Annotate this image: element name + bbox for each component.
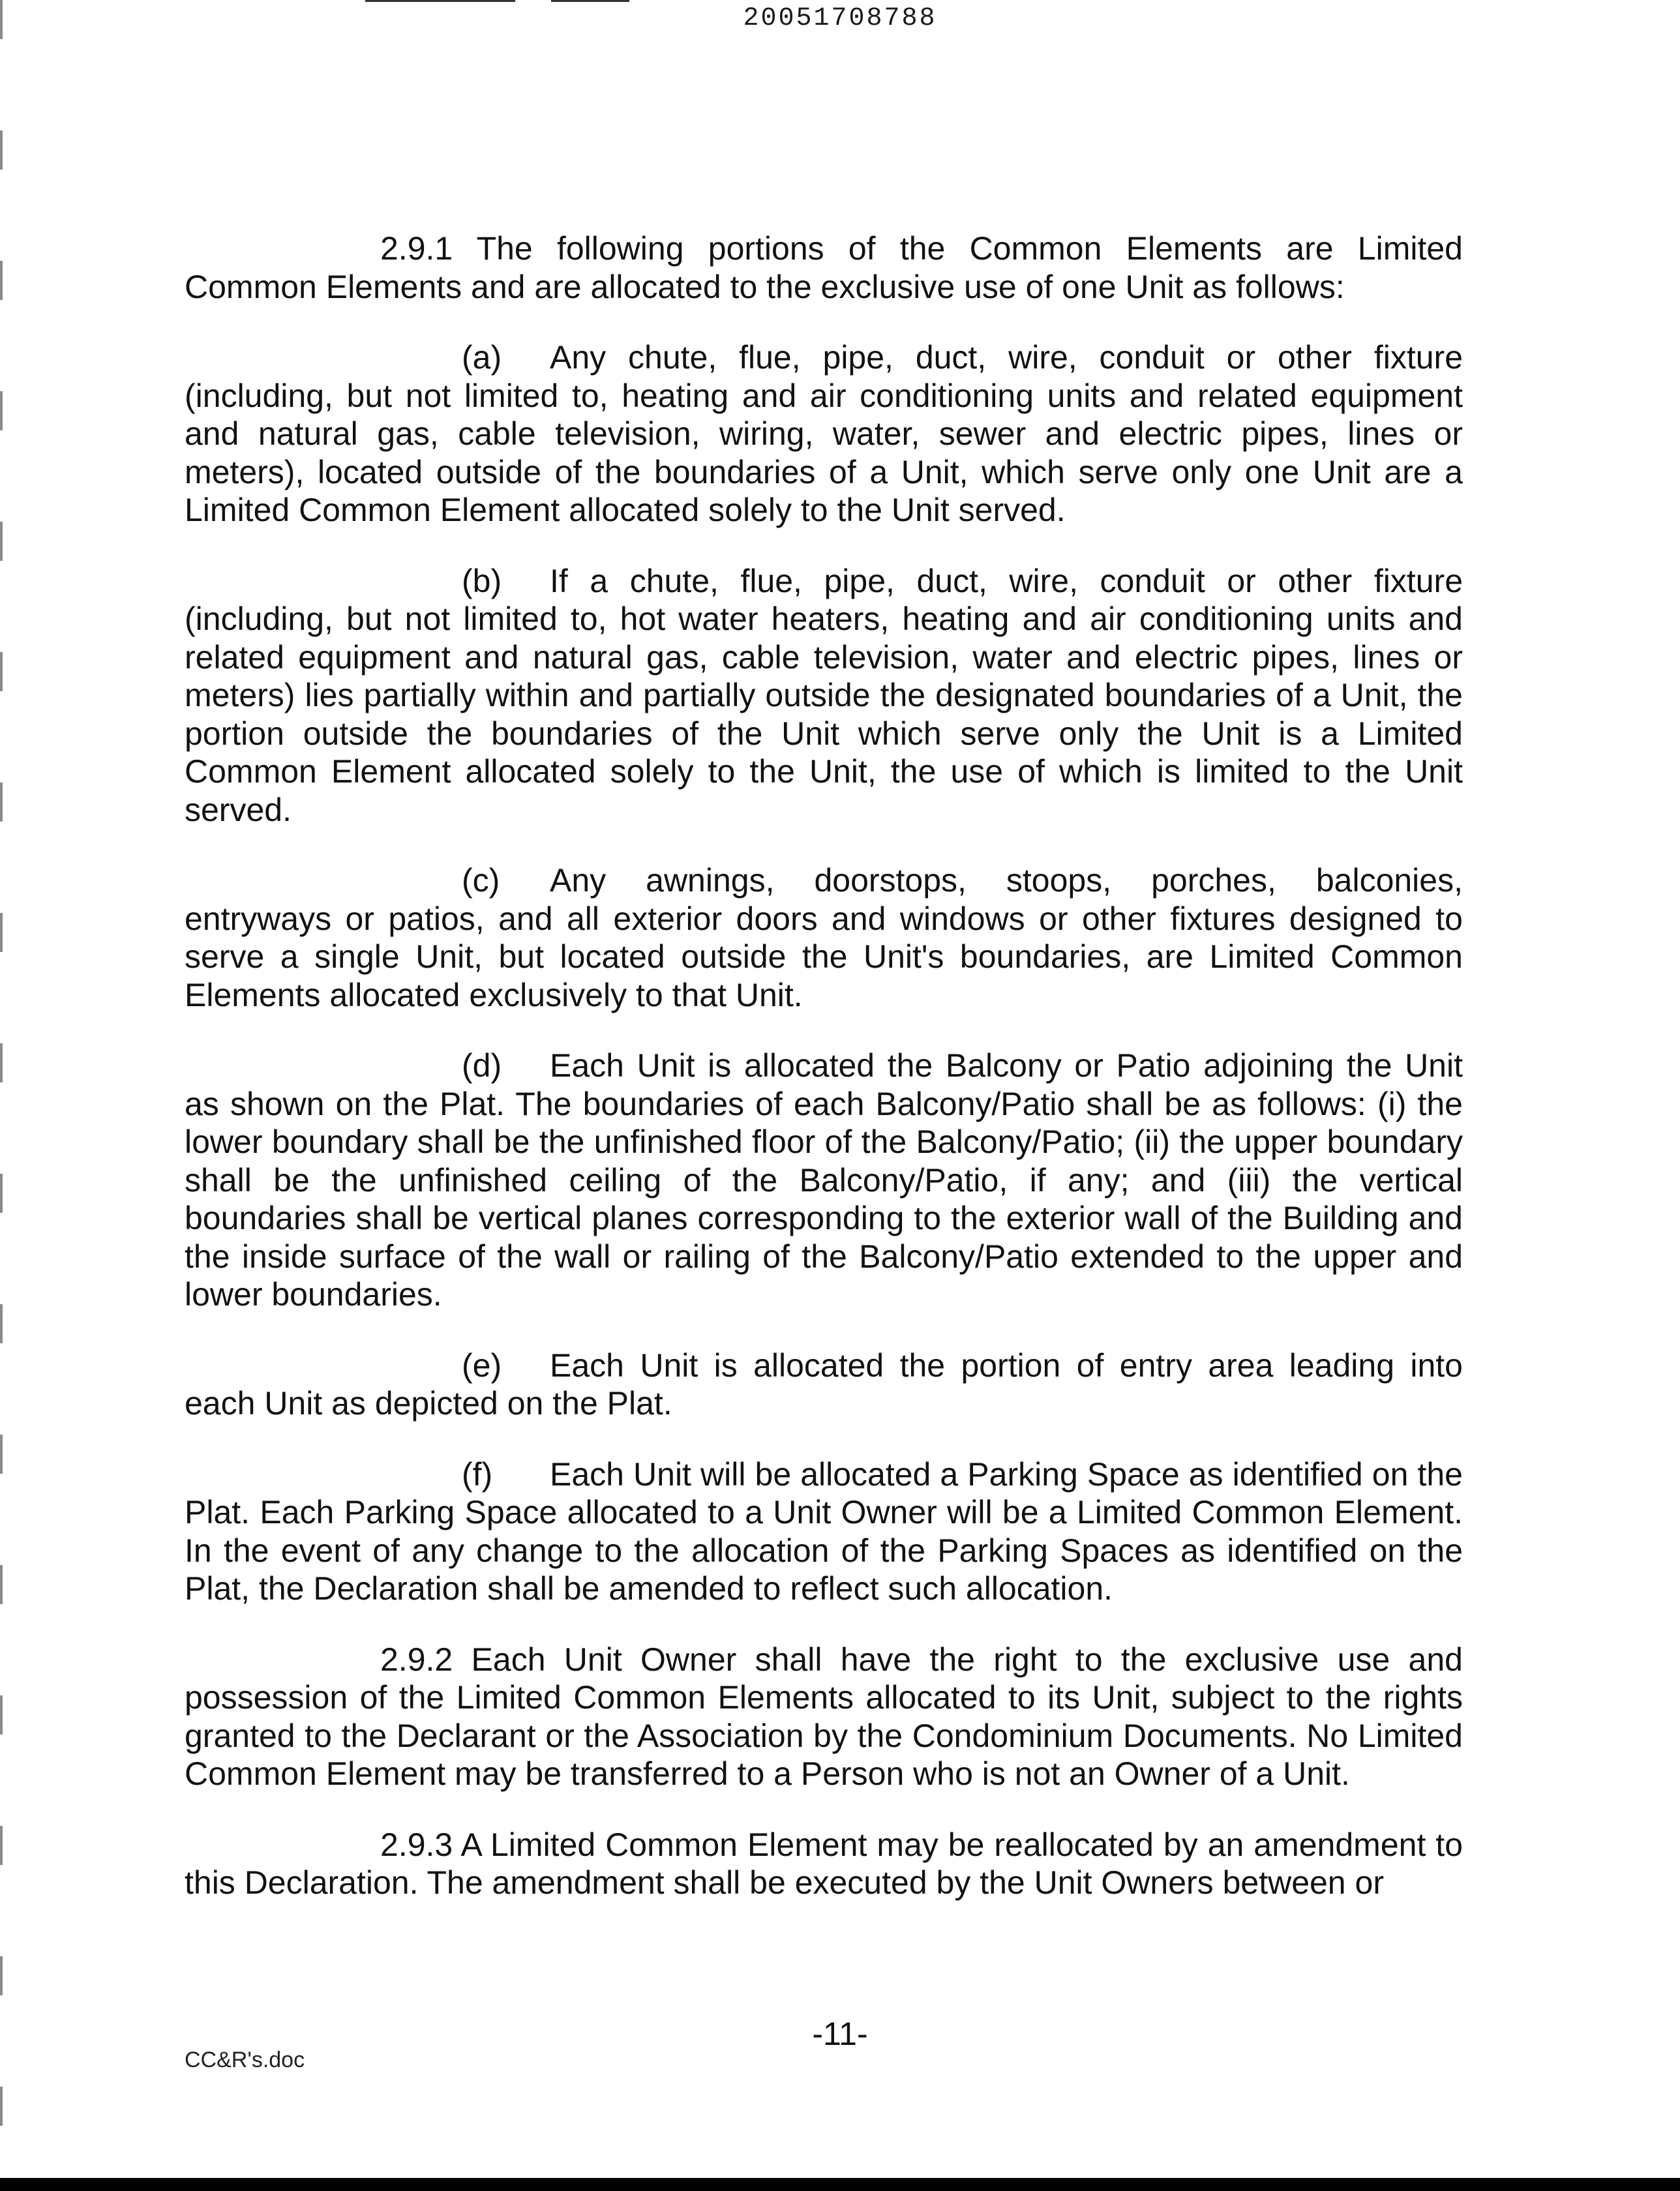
document-number: 20051708788 [743, 4, 937, 33]
paragraph-text: The following portions of the Common Elements are Limited Common Elements and are allocated to the exclusive use of one Unit as follows: [185, 230, 1463, 305]
paragraph-label: 2.9.1 [380, 230, 453, 267]
paragraph-c [185, 861, 1463, 1014]
top-rule-left [365, 0, 515, 2]
paragraph-label: (b) [462, 562, 502, 599]
footer-filename: CC&R's.doc [185, 2048, 305, 2072]
scan-bottom-border [0, 2178, 1680, 2191]
page-number: -11- [812, 2016, 868, 2052]
paragraph-d [185, 1047, 1463, 1314]
paragraph-2-9-3 [185, 1826, 1463, 1902]
paragraph-text: If a chute, flue, pipe, duct, wire, conduit or other fixture (including, but not limited to, hot water heaters, heating and air conditioning units and related equipment and natural gas, cable television, water and electric pipes, lines or meters) lies partially within and partially outside the designated boundaries of a Unit, the portion outside the boundaries of the Unit which serve only the Unit is a Limited Common Element allocated solely to the Unit, the use of which is limited to the Unit served. [185, 562, 1463, 828]
paragraph-b [185, 562, 1463, 829]
paragraph-label: (e) [462, 1347, 502, 1384]
paragraph-text: Each Unit is allocated the Balcony or Patio adjoining the Unit as shown on the Plat. The boundaries of each Balcony/Patio shall be as follows: (i) the lower boundary shall be the unfinished floor of the Balcony/Patio; (ii) the upper boundary shall be the unfinished ceiling of the Balcony/Patio, if any; and (iii) the vertical boundaries shall be vertical planes corresponding to the exterior wall of the Building and the inside surface of the wall or railing of the Balcony/Patio extended to the upper and lower boundaries. [185, 1047, 1463, 1313]
paragraph-text: A Limited Common Element may be reallocated by an amendment to this Declaration. The amendment shall be executed by the Unit Owners between or [185, 1826, 1463, 1901]
paragraph-label: (d) [462, 1047, 502, 1084]
paragraph-label: 2.9.2 [380, 1641, 453, 1678]
paragraph-text: Each Unit will be allocated a Parking Space as identified on the Plat. Each Parking Space allocated to a Unit Owner will be a Limited Common Element. In the event of any change to the allocation of the Parking Spaces as identified on the Plat, the Declaration shall be amended to reflect such allocation. [185, 1455, 1463, 1607]
top-rule-right [551, 0, 629, 2]
paragraph-label: (c) [462, 862, 500, 899]
paragraph-text: Any chute, flue, pipe, duct, wire, conduit or other fixture (including, but not limited to, heating and air conditioning units and related equipment and natural gas, cable television, wiring, water, sewer and electric pipes, lines or meters), located outside of the boundaries of a Unit, which serve only one Unit are a Limited Common Element allocated solely to the Unit served. [185, 339, 1463, 528]
paragraph-label: (f) [462, 1455, 493, 1493]
paragraph-e [185, 1347, 1463, 1423]
paragraph-label: 2.9.3 [380, 1826, 453, 1863]
paragraph-a [185, 338, 1463, 529]
paragraph-2-9-2 [185, 1641, 1463, 1793]
paragraph-text: Each Unit is allocated the portion of entry area leading into each Unit as depicted on the Plat. [185, 1347, 1463, 1422]
paragraph-text: Each Unit Owner shall have the right to the exclusive use and possession of the Limited Common Elements allocated to its Unit, subject to the rights granted to the Declarant or the Association by the Condominium Documents. No Limited Common Element may be transferred to a Person who is not an Owner of a Unit. [185, 1641, 1463, 1792]
paragraph-2-9-1 [185, 230, 1463, 306]
paragraph-label: (a) [462, 339, 502, 376]
paragraph-f [185, 1455, 1463, 1608]
document-body [185, 230, 1463, 1935]
scan-left-edge [0, 0, 3, 2191]
paragraph-text: Any awnings, doorstops, stoops, porches, balconies, entryways or patios, and all exterior doors and windows or other fixtures designed to serve a single Unit, but located outside the Unit's boundaries, are Limited Common Elements allocated exclusively to that Unit. [185, 862, 1463, 1013]
